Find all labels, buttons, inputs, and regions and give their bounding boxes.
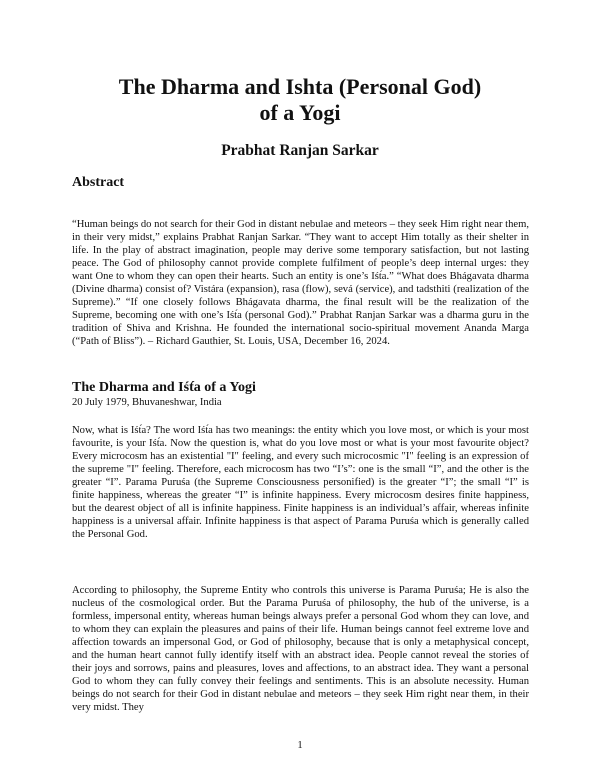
section-heading: The Dharma and Iśt́a of a Yogi <box>72 380 256 395</box>
body-paragraph-2: According to philosophy, the Supreme Entity who controls this universe is Parama Puruśa; He is also the nucleus of the cosmological order. But the Parama Puruśa of philosophy, the hub of the universe, is a formless, impersonal entity, whereas human beings always prefer a personal God whom they can love, and to whom they can explain the pleasures and pains of their life. Human beings cannot feel extreme love and affection towards an impersonal God, or God of philosophy, because that is only a metaphysical concept, and the human heart cannot fully identify itself with an abstract idea. People cannot reveal the stories of their joys and sorrows, pains and pleasures, loves and affections, to an abstract idea. They want a personal God to whom they can fully convey their feelings and sentiments. This is an absolute necessity. Human beings do not search for their God in distant nebulae and meteors – they seek Him right near them, in their very midst. They <box>72 585 529 713</box>
title-line-2: of a Yogi <box>259 100 341 125</box>
author-name: Prabhat Ranjan Sarkar <box>221 142 379 159</box>
abstract-paragraph: “Human beings do not search for their God in distant nebulae and meteors – they seek Him right near them, in their very midst,” explains Prabhat Ranjan Sarkar. “They want to accept Him totally as their shelter in life. In the play of abstract imagination, people may derive some temporary satisfaction, but not lasting peace. The God of philosophy cannot provide complete fulfilment of people’s deep internal urges: they want One to whom they can open their hearts. Such an entity is one’s Iśt́a.” “What does Bhágavata dharma (Divine dharma) consist of? Vistára (expansion), rasa (flow), sevá (service), and tadsthiti (realization of the Supreme).” “If one closely follows Bhágavata dharma, the final result will be the realization of the Supreme, becoming one with one’s Iśt́a (personal God).” Prabhat Ranjan Sarkar was a dharma guru in the tradition of Shiva and Krishna. He founded the international socio-spiritual movement Ananda Marga (“Path of Bliss”). – Richard Gauthier, St. Louis, USA, December 16, 2024. <box>72 219 529 347</box>
abstract-heading: Abstract <box>72 175 125 190</box>
document-title <box>40 74 560 126</box>
page-number: 1 <box>297 740 303 751</box>
title-line-1: The Dharma and Ishta (Personal God) <box>118 74 482 99</box>
section-dateline: 20 July 1979, Bhuvaneshwar, India <box>72 397 222 408</box>
body-paragraph-1: Now, what is Iśt́a? The word Iśt́a has two meanings: the entity which you love most, or which is your most favourite, is your Iśt́a. Now the question is, what do you love most or what is your most favourite object? Every microcosm has an existential "I" feeling, and every such microcosmic "I" feeling is an expression of the supreme "I" feeling. Therefore, each microcosm has two “I’s”: one is the small “I”, and the other is the greater “I”. Parama Puruśa (the Supreme Consciousness personified) is the greater “I”; the small “I” is finite happiness, whereas the greater “I” is infinite happiness. Every microcosm desires finite happiness, but the dearest object of all is infinite happiness. Finite happiness is an individual’s affair, whereas infinite happiness is a universal affair. Infinite happiness is that aspect of Parama Puruśa which is generally called the Personal God. <box>72 425 529 540</box>
